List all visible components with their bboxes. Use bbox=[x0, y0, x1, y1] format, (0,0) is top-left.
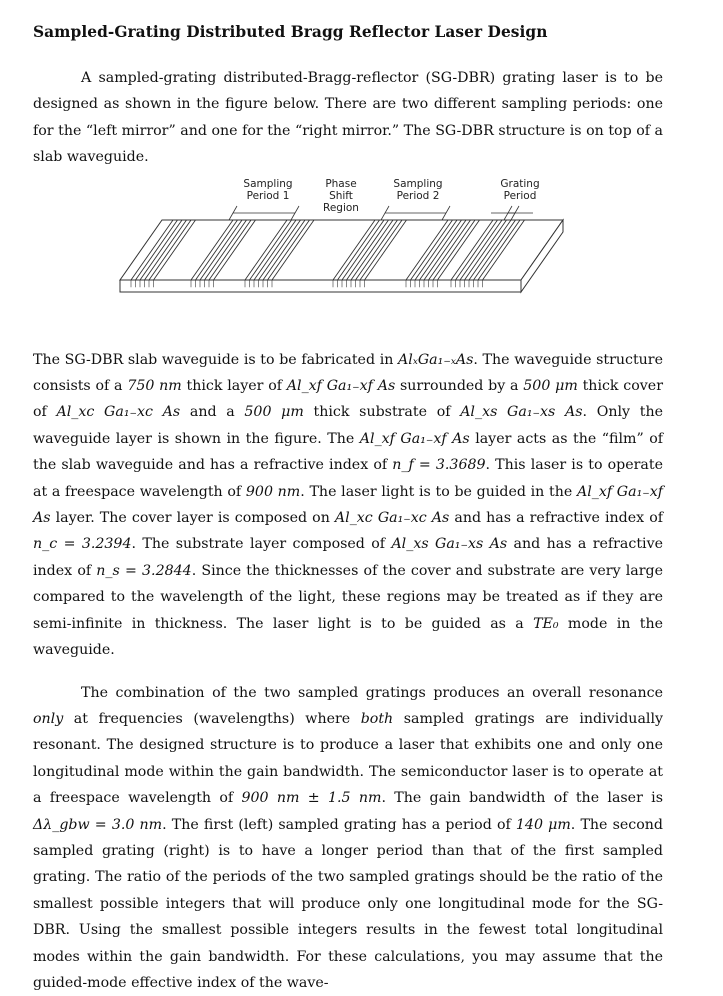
label-sampling-period-1: Sampling Period 1 bbox=[238, 178, 298, 202]
intro-paragraph: A sampled-grating distributed-Bragg-reflector (SG-DBR) grating laser is to be designed as shown in the figure below. There are two different sampling periods: one for the “left mirror” and one for the “right mirror.” The SG-DBR structure is on top of a slab waveguide. bbox=[33, 65, 663, 171]
sg-dbr-figure bbox=[33, 175, 663, 345]
section-title: Sampled-Grating Distributed Bragg Reflector Laser Design bbox=[33, 22, 663, 42]
document-page bbox=[33, 14, 663, 996]
label-phase-shift-region: Phase Shift Region bbox=[311, 178, 371, 214]
slab-top-face bbox=[120, 220, 563, 280]
label-grating-period: Grating Period bbox=[490, 178, 550, 202]
sampled-grating-paragraph: The combination of the two sampled gratings produces an overall resonance only at frequencies (wavelengths) where both sampled gratings are individually resonant. The designed structure is to produce a laser that exhibits one and only one longitudinal mode within the gain bandwidth. The semiconductor laser is to operate at a freespace wavelength of 900 nm ± 1.5 nm. The gain bandwidth of the laser is Δλ_gbw = 3.0 nm. The first (left) sampled grating has a period of 140 μm. The second sampled grating (right) is to have a longer period than that of the first sampled grating. The ratio of the periods of the two sampled gratings should be the ratio of the smallest possible integers that will produce only one longitudinal mode for the SG-DBR. Using the smallest possible integers results in the fewest total longitudinal modes within the gain bandwidth. For these calculations, you may assume that the guided-mode effective index of the wave- bbox=[33, 680, 663, 996]
waveguide-paragraph: The SG-DBR slab waveguide is to be fabricated in AlₓGa₁₋ₓAs. The waveguide structure consists of a 750 nm thick layer of Al_xf Ga₁₋xf As surrounded by a 500 μm thick cover of Al_xc Ga₁₋xc As and a 500 μm thick substrate of Al_xs Ga₁₋xs As. Only the waveguide layer is shown in the figure. The Al_xf Ga₁₋xf As layer acts as the “film” of the slab waveguide and has a refractive index of n_f = 3.3689. This laser is to operate at a freespace wavelength of 900 nm. The laser light is to be guided in the Al_xf Ga₁₋xf As layer. The cover layer is composed on Al_xc Ga₁₋xc As and has a refractive index of n_c = 3.2394. The substrate layer composed of Al_xs Ga₁₋xs As and has a refractive index of n_s = 3.2844. Since the thicknesses of the cover and substrate are very large compared to the wavelength of the light, these regions may be treated as if they are semi-infinite in thickness. The laser light is to be guided as a TE₀ mode in the waveguide. bbox=[33, 347, 663, 664]
label-sampling-period-2: Sampling Period 2 bbox=[388, 178, 448, 202]
slab-front-face bbox=[120, 280, 521, 292]
